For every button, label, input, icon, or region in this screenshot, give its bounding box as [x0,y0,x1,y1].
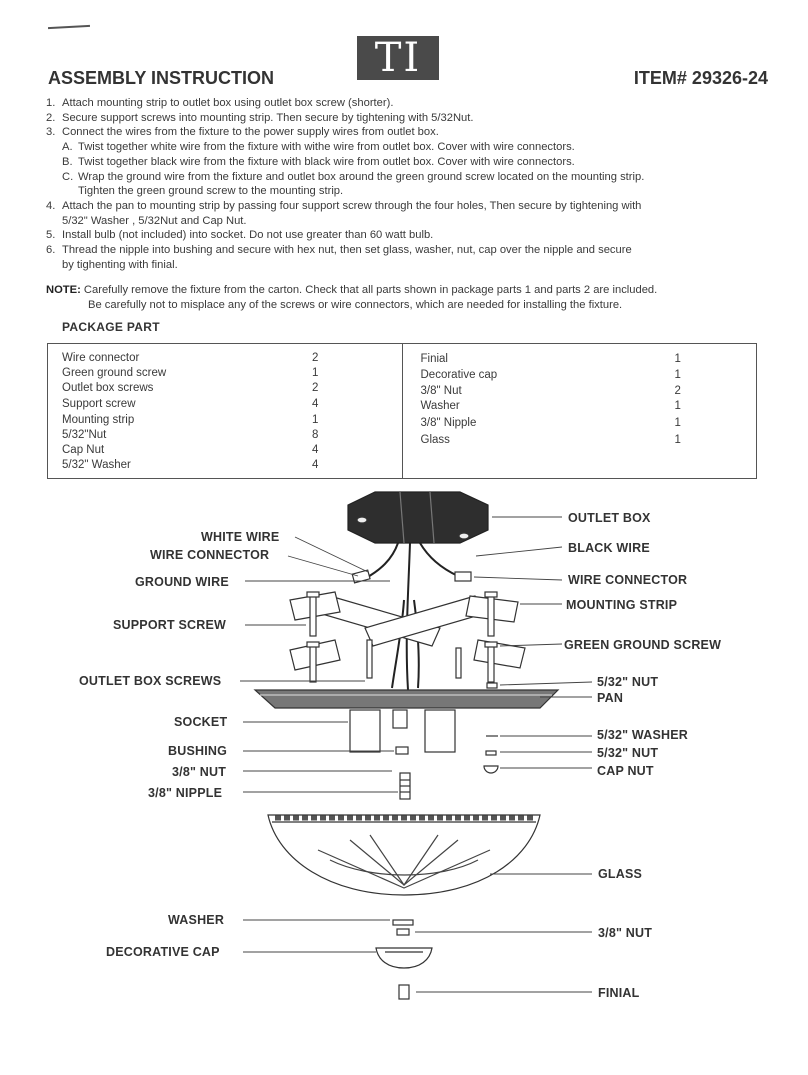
label-outlet-box: OUTLET BOX [568,511,651,525]
washer [393,920,413,925]
outlet-box [348,492,488,543]
label-white-wire: WHITE WIRE [201,530,280,544]
cap-nut [484,766,498,773]
wire-connector-right [455,572,471,581]
package-title: PACKAGE PART [62,320,160,334]
glass-bowl [268,815,540,895]
package-row: Support screw 4 [62,398,319,410]
step-continuation: Tighten the green ground screw to the mounting strip. [78,185,344,198]
label-finial: FINIAL [598,986,640,1000]
label-washer-532: 5/32" WASHER [597,728,688,742]
package-row: 3/8" Nipple 1 [420,417,681,429]
package-table [47,343,757,479]
label-ground-wire: GROUND WIRE [135,575,229,589]
label-support-screw: SUPPORT SCREW [113,618,227,632]
package-row: Cap Nut 4 [62,444,319,456]
label-wire-connector-left: WIRE CONNECTOR [150,548,270,562]
substep: B. Twist together black wire from the fixture with black wire from outlet box. Cover with wire connectors. [62,155,575,168]
step-continuation: 5/32" Washer , 5/32Nut and Cap Nut. [62,214,247,227]
decorative-cap-shape [376,948,432,968]
package-row: 5/32"Nut 8 [62,429,319,441]
label-bushing: BUSHING [168,744,228,758]
step: 6. Thread the nipple into bushing and secure with hex nut, then set glass, washer, nut, cap over the nipple and secure [46,244,632,257]
label-wire-connector-right: WIRE CONNECTOR [568,573,688,587]
step: 2. Secure support screws into mounting strip. Then secure by tightening with 5/32Nut. [46,111,474,124]
label-decorative-cap: DECORATIVE CAP [106,945,220,959]
page-title: ASSEMBLY INSTRUCTION [48,68,275,88]
socket [350,710,455,752]
item-number: ITEM# 29326-24 [633,68,768,88]
label-glass: GLASS [598,867,643,881]
step-continuation: by tighenting with finial. [62,258,178,271]
label-pan: PAN [597,691,624,705]
nut-532 [487,683,497,688]
package-row: Wire connector 2 [62,352,319,364]
label-nut-532-top: 5/32" NUT [597,675,659,689]
nut-38 [397,929,409,935]
outlet-box-screw [456,648,461,678]
step: 1. Attach mounting strip to outlet box using outlet box screw (shorter). [46,97,394,109]
package-row: 5/32" Washer 4 [62,459,319,471]
pan [255,690,558,708]
package-col-right [403,344,757,478]
note [46,283,766,312]
label-black-wire: BLACK WIRE [568,541,650,555]
label-washer-left: WASHER [168,913,225,927]
label-cap-nut: CAP NUT [597,764,654,778]
package-row: Glass 1 [420,434,681,446]
note-line-2: Be carefully not to misplace any of the screws or wire connectors, which are needed for installing the fixture. [88,298,623,311]
note-label: NOTE: [46,284,81,296]
substep: C. Wrap the ground wire from the fixture and outlet box around the green ground screw located on the mounting strip. [62,170,645,183]
label-socket: SOCKET [174,715,228,729]
step: 3. Connect the wires from the fixture to the power supply wires from outlet box. [46,126,439,139]
package-col-left [48,344,403,478]
label-nut-38-right: 3/8" NUT [598,926,653,940]
package-row: Green ground screw 1 [62,367,319,379]
package-row: Mounting strip 1 [62,414,319,426]
package-row: Decorative cap 1 [420,369,681,381]
label-green-ground-screw: GREEN GROUND SCREW [564,638,722,652]
substep: A. Twist together white wire from the fixture with withe wire from outlet box. Cover with wire connectors. [62,141,575,154]
label-nut-532-bottom: 5/32" NUT [597,746,659,760]
pen-mark [48,25,90,29]
instruction-steps [46,96,766,272]
nut-532-bottom [486,751,496,755]
outlet-box-screw [367,640,372,678]
label-nut-38-left: 3/8" NUT [172,765,227,779]
leader-lines [240,517,592,992]
label-outlet-box-screws: OUTLET BOX SCREWS [79,674,222,688]
finial-shape [399,985,409,999]
brand-logo: TI [357,36,439,80]
step: 4. Attach the pan to mounting strip by passing four support screw through the four holes, Then secure by tightening with [46,199,642,212]
package-row: Outlet box screws 2 [62,382,319,394]
package-row: Finial 1 [420,353,681,365]
step: 5. Install bulb (not included) into socket. Do not use greater than 60 watt bulb. [46,229,434,242]
note-line-1: Carefully remove the fixture from the carton. Check that all parts shown in package parts 1 and parts 2 are included. [83,284,658,296]
label-nipple: 3/8" NIPPLE [148,786,223,800]
bushing [396,747,408,754]
package-row: 3/8" Nut 2 [420,385,681,397]
package-row: Washer 1 [420,400,681,412]
label-mounting-strip: MOUNTING STRIP [566,598,678,612]
